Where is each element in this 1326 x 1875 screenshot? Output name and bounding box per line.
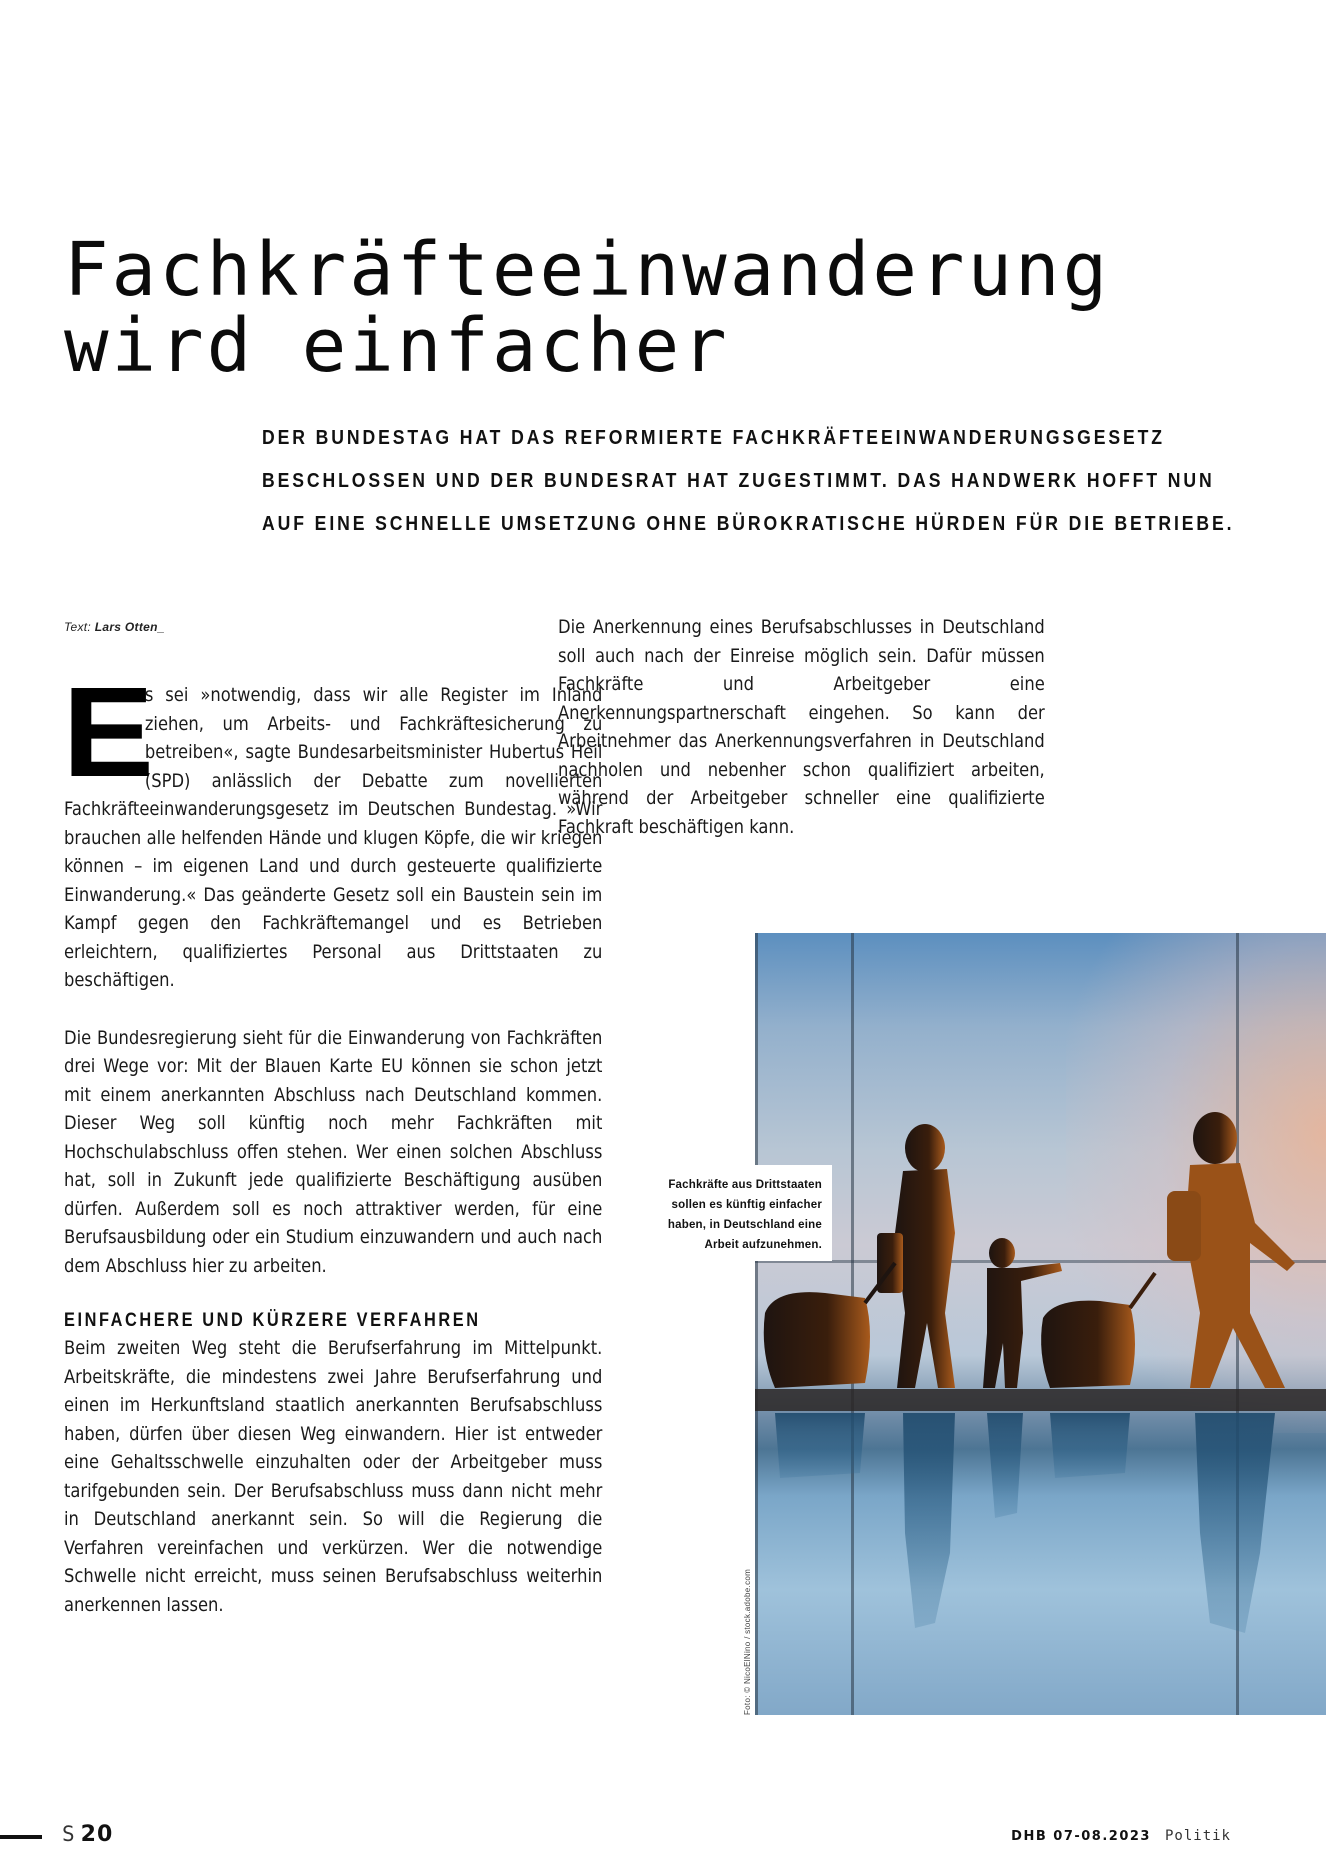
article-headline: [64, 227, 1264, 389]
intro-paragraph: [62, 661, 603, 995]
body-paragraph: Die Anerkennung eines Berufsabschlusses in Deutschland soll auch nach der Einreise möglich sein. Dafür müssen Fachkräfte und Arbeitgeber eine Anerkennungspartnerschaft eingehen. So kann der Arbeitnehmer das Anerkennungsverfahren in Deutschland nachholen und nebenher schon qualifiziert arbeiten, während der Arbeitgeber schneller eine qualifizierte Fachkraft beschäftigen kann.: [558, 616, 1045, 838]
lead-line-3: AUF EINE SCHNELLE UMSETZUNG OHNE BÜROKRATISCHE HÜRDEN FÜR DIE BETRIEBE.: [262, 513, 1235, 535]
article-photo: [755, 933, 1326, 1715]
byline-author: Lars Otten_: [94, 620, 165, 634]
issue-info: [1011, 1828, 1231, 1844]
lead-line-2: BESCHLOSSEN UND DER BUNDESRAT HAT ZUGESTIMMT. DAS HANDWERK HOFFT NUN: [262, 470, 1215, 492]
left-column: [62, 661, 603, 1619]
magazine-issue: DHB 07-08.2023: [1011, 1829, 1151, 1844]
article-lead: [262, 417, 1235, 546]
photo-caption: [655, 1165, 832, 1261]
intro-paragraph-text: s sei »notwendig, dass wir alle Register im Inland ziehen, um Arbeits- und Fachkräftesicherung zu betreiben«, sagte Bundesarbeitsminister Hubertus Heil (SPD) anlässlich der Debatte zum novellierten Fachkräfteeinwanderungsgesetz im Deutschen Bundestag. »Wir brauchen alle helfenden Hände und klugen Köpfe, die wir kriegen können – im eigenen Land und durch gesteuerte qualifizierte Einwanderung.« Das geänderte Gesetz soll ein Baustein sein im Kampf gegen den Fachkräftemangel und es Betrieben erleichtern, qualifiziertes Personal aus Drittstaaten zu beschäftigen.: [64, 684, 603, 991]
body-paragraph: Beim zweiten Weg steht die Berufserfahrung im Mittelpunkt. Arbeitskräfte, die mindestens zwei Jahre Berufserfahrung und einen im Herkunftsland staatlich anerkannten Berufsabschluss haben, dürfen über diesen Weg einwandern. Hier ist entweder eine Gehaltsschwelle einzuhalten oder der Arbeitgeber muss tarifgebunden sein. Der Berufsabschluss muss dann nicht mehr in Deutschland anerkannt sein. So will die Regierung die Verfahren vereinfachen und verkürzen. Wer die notwendige Schwelle nicht erreicht, muss seinen Berufsabschluss weiterhin anerkennen lassen.: [64, 1337, 603, 1616]
body-paragraph: Die Bundesregierung sieht für die Einwanderung von Fachkräften drei Wege vor: Mit der Blauen Karte EU können sie schon jetzt mit einem anerkannten Abschluss nach Deutschland kommen. Dieser Weg soll künftig noch mehr Fachkräften mit Hochschulabschluss offen stehen. Wer einen solchen Abschluss hat, soll in Zukunft jede qualifizierte Beschäftigung ausüben dürfen. Außerdem soll es noch attraktiver werden, für eine Berufsausbildung oder ein Studium einzuwandern und auch nach dem Abschluss hier zu arbeiten.: [64, 1026, 603, 1277]
lead-line-1: DER BUNDESTAG HAT DAS REFORMIERTE FACHKRÄFTEEINWANDERUNGSGESETZ: [262, 427, 1165, 449]
page-prefix: S: [62, 1822, 75, 1846]
right-column: [558, 613, 1045, 841]
section-subheading: EINFACHERE UND KÜRZERE VERFAHREN: [64, 1310, 481, 1331]
photo-credit: Foto: © NicoElNino / stock.adobe.com: [743, 1568, 752, 1715]
page-number-value: 20: [80, 1822, 114, 1847]
caption-line: Fachkräfte aus Drittstaaten: [668, 1179, 822, 1191]
headline-line-1: Fachkräfteeinwanderung: [64, 227, 1111, 313]
byline: [64, 620, 165, 634]
footer-rule: [0, 1835, 42, 1839]
traveler-silhouettes-icon: [755, 933, 1326, 1715]
byline-prefix: Text:: [64, 620, 92, 634]
page-number: [62, 1822, 113, 1847]
caption-line: Arbeit aufzunehmen.: [704, 1239, 822, 1251]
drop-cap: E: [62, 661, 155, 804]
caption-line: sollen es künftig einfacher: [671, 1199, 822, 1211]
caption-line: haben, in Deutschland eine: [667, 1219, 822, 1231]
section-name: Politik: [1164, 1828, 1231, 1844]
headline-line-2: wird einfacher: [64, 303, 730, 389]
